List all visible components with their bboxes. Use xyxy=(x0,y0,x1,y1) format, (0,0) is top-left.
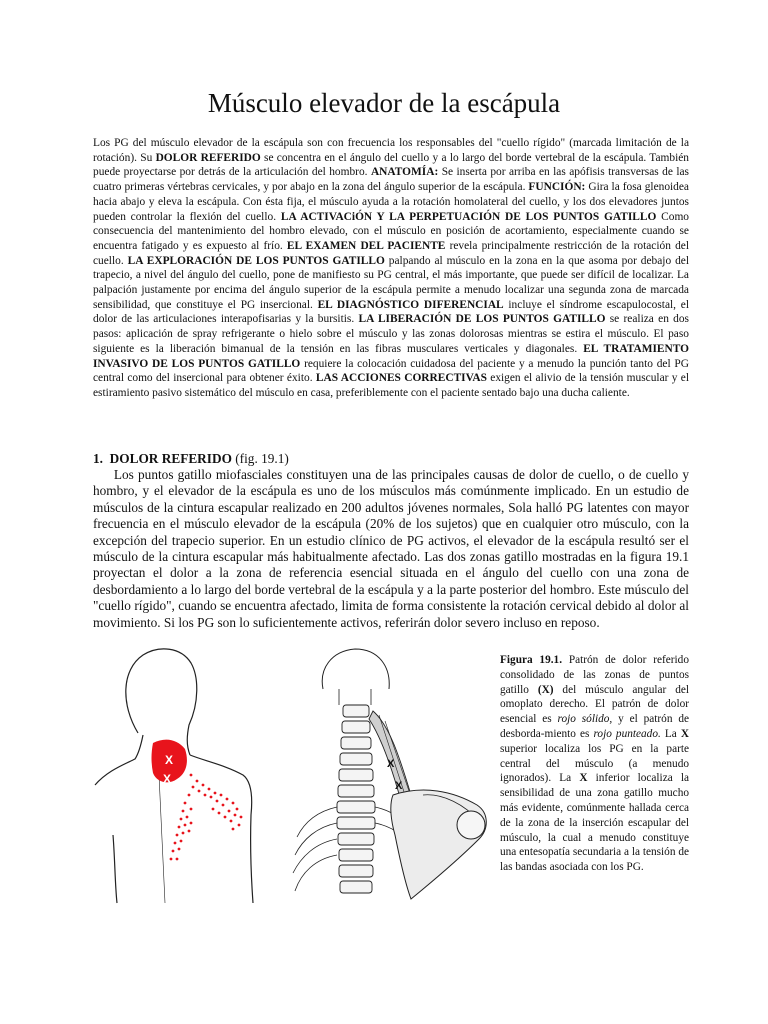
trigger-point-lower: X xyxy=(163,772,172,786)
figure-19-1 xyxy=(93,645,493,905)
section-body xyxy=(93,467,689,631)
text-run: Patrón de dolor referido consolidado de las zonas de puntos gatillo xyxy=(500,654,689,696)
section-title: DOLOR REFERIDO xyxy=(109,451,232,466)
trigger-point-upper: X xyxy=(165,753,174,767)
bold-run: Figura 19.1. xyxy=(500,654,563,666)
text-run: palpando al músculo en la zona en la que asoma por debajo del trapecio, a nivel del ángulo del cuello, pone de manifiesto su PG central, el más importante, que puede ser difícil de localizar. La palpación justamente por encima del ángulo superior de la escápula permite a menudo localizar una segunda zona de marcada sensibilidad, que constituye el PG insercional. xyxy=(93,254,690,311)
bold-run: DOLOR REFERIDO xyxy=(155,151,261,164)
bold-run: EL TRATAMIENTO INVASIVO DE LOS PUNTOS GATILLO xyxy=(93,342,689,370)
skeleton-trigger-upper: X xyxy=(387,758,395,770)
bold-run: EL EXAMEN DEL PACIENTE xyxy=(286,239,446,252)
skeleton-trigger-lower: X xyxy=(395,780,403,792)
bold-run: X xyxy=(680,727,689,740)
section-number: 1. xyxy=(93,451,103,466)
cervical-spine xyxy=(337,705,375,893)
text-run: Se inserta por arriba en las apófisis transversas de las cuatro primeras vértebras cervicales, y por abajo en la zona del ángulo superior de la escápula. xyxy=(93,166,689,194)
text-run: superior localiza los PG en la parte central del músculo (a menudo ignorados). La xyxy=(500,742,689,785)
bold-run: LA EXPLORACIÓN DE LOS PUNTOS GATILLO xyxy=(127,254,385,267)
text-run: incluye el síndrome escapulocostal, el dolor de las articulaciones interapofisarias y la bursitis. xyxy=(93,298,689,326)
levator-scapulae-muscle xyxy=(369,711,411,801)
bold-run: EL DIAGNÓSTICO DIFERENCIAL xyxy=(317,298,504,311)
italic-run: rojo punteado. xyxy=(593,727,661,740)
text-run: revela principalmente restricción de la rotación del cuello. xyxy=(93,239,689,267)
text-run: se concentra en el ángulo del cuello y a lo largo del borde vertebral de la escápula. También puede proyectarse por detrás de la articulación del hombro. xyxy=(93,151,689,179)
summary-paragraph xyxy=(93,136,689,401)
figure-caption xyxy=(500,653,689,875)
bold-run: LAS ACCIONES CORRECTIVAS xyxy=(315,372,487,385)
bold-run: LA ACTIVACiÓN Y LA PERPETUACIÓN DE LOS PUNTOS GATILLO xyxy=(280,210,657,223)
scapula xyxy=(391,790,486,899)
text-run: y el patrón de desborda-miento es xyxy=(500,713,689,740)
text-run: Como consecuencia del mantenimiento del hombro elevado, con el músculo en posición de acortamiento, especialmente cuando se encuentra fatigado y es expuesto al frío. xyxy=(93,210,690,252)
skeleton-view-illustration xyxy=(322,649,389,705)
pain-pattern-spillover xyxy=(170,774,243,861)
bold-run: ANATOMÍA: xyxy=(370,166,439,179)
text-run: requiere la colocación cuidadosa del paciente y a menudo la punción tanto del PG central como del insercional para obtener éxito. xyxy=(93,357,689,385)
text-run: La xyxy=(660,727,681,740)
text-run: se realiza en dos pasos: aplicación de spray refrigerante o hielo sobre el músculo y las zonas dolorosas mientras se estira el músculo. El paso siguiente es la liberación bimanual de la tensión en las fibras musculares verticales y diagonales. xyxy=(93,313,689,355)
text-run: exigen el alivio de la tensión muscular y el estiramiento pasivo sistemático del músculo en casa, preferiblemente con el paciente sentado bajo una ducha caliente. xyxy=(93,372,690,399)
figure-reference: (fig. 19.1) xyxy=(235,451,289,466)
text-run: Gira la fosa glenoidea hacia abajo y eleva la escápula. Con ésta fija, el músculo ayuda a la rotación homolateral del cuello, y los dos elevadores juntos pueden controlar la flexión del cuello. xyxy=(93,181,689,223)
bold-run: FUNCIÓN: xyxy=(528,181,586,194)
text-run: Los PG del músculo elevador de la escápula son con frecuencia los responsables del "cuello rígido" (marcada limitación de la rotación). Su xyxy=(93,137,689,164)
page-title: Músculo elevador de la escápula xyxy=(207,88,561,118)
section-body-text: Los puntos gatillo miofasciales constituyen una de las principales causas de dolor de cuello, o de cuello y hombro, y el elevador de la escápula es uno de los músculos más comúnmente implicado. En un estudio de músculos de la cintura escapular realizado en 200 adultos jóvenes normales, Sola halló PG latentes con mayor frecuencia en el músculo elevador de la escápula (20% de los sujetos) que en cualquier otro músculo, con la excepción del trapecio superior. En un estudio clínico de PG activos, el elevador de la escápula resultó ser el músculo de la cintura escapular más habitualmente afectado. Las dos zonas gatillo mostradas en la figura 19.1 proyectan el dolor a la zona de referencia esencial situada en el ángulo del cuello con una zona de desbordamiento a lo largo del borde vertebral de la escápula y a la parte posterior del hombro. Este músculo del "cuello rígido", cuando se encuentra afectado, limita de forma consistente la rotación cervical debido al dolor al movimiento. Si los PG son lo suficientemente activos, referirán dolor severo incluso en reposo. xyxy=(93,467,689,630)
bold-run: LA LIBERACIÓN DE LOS PUNTOS GATILLO xyxy=(358,313,606,326)
text-run: del músculo angular del omoplato derecho. El patrón de dolor esencial es xyxy=(500,683,689,726)
section-heading xyxy=(93,451,289,467)
bold-run: X xyxy=(579,772,588,785)
italic-run: rojo sólido, xyxy=(557,713,613,726)
bold-run: (X) xyxy=(537,683,554,696)
text-run: inferior localiza la sensibilidad de una zona gatillo mucho más evidente, comúnmente hallada cerca de la zona de la inserción escapular del músculo, la cual a menudo constituye una entesopatía secundaria a la tensión de las bandas asociada con los PG. xyxy=(500,772,690,874)
